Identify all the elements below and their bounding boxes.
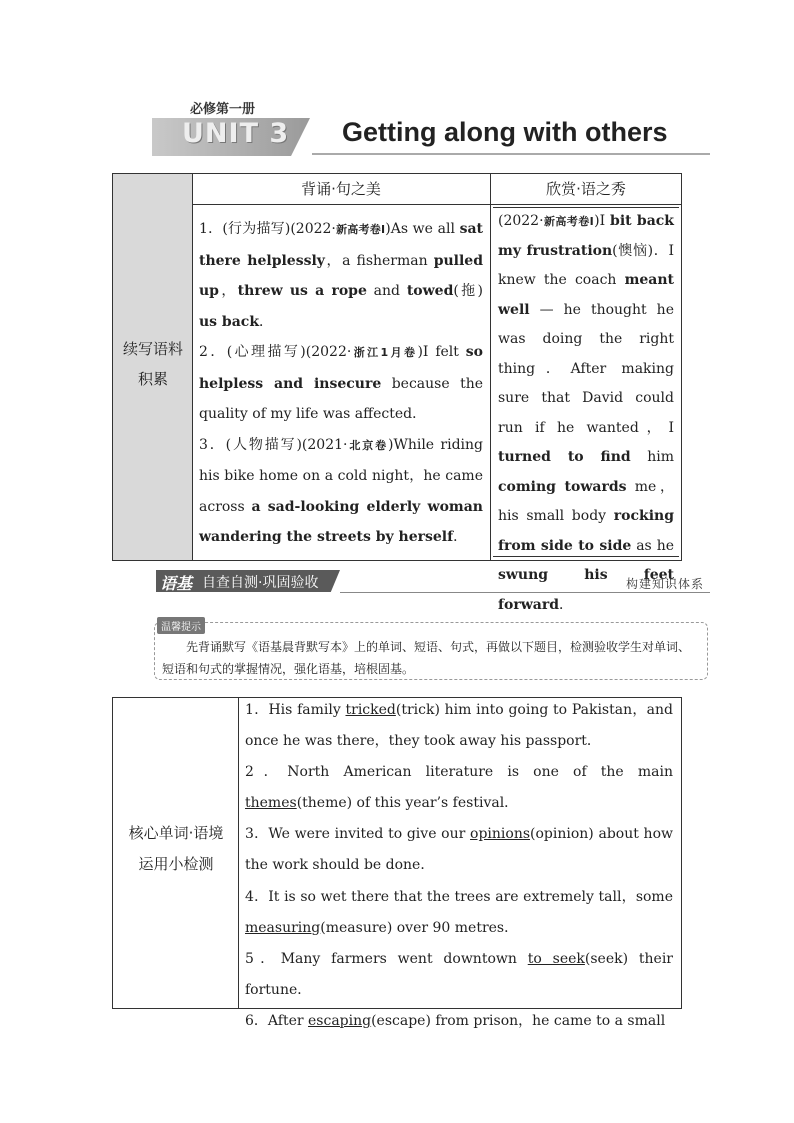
unit-title: Getting along with others (342, 117, 668, 147)
unit-label: UNIT 3 (182, 118, 290, 149)
answer: opinions (470, 826, 531, 843)
recite-sentences (199, 214, 483, 553)
header-rule (312, 153, 710, 155)
book-label: 必修第一册 (190, 102, 256, 117)
col2-header: 欣赏·语之秀 (491, 174, 681, 205)
row-label-line1: 核心单词·语境 (128, 824, 224, 842)
row-label-line1: 续写语料 (122, 340, 183, 358)
row-label (117, 334, 189, 394)
row-label (115, 818, 237, 880)
col1-header: 背诵·句之美 (192, 174, 490, 205)
row-label-cell (113, 174, 193, 560)
exercise-item: 3．We were invited to give our opinions(opinion) about how the work should be done． (245, 826, 673, 874)
exercise-item: 5．Many farmers went downtown to seek(seek) their fortune． (245, 950, 673, 998)
tip-label: 温馨提示 (157, 617, 205, 634)
section-tag: 语基 (160, 574, 193, 593)
exercise-item: 2．North American literature is one of the main themes(theme) of this year’s festival． (245, 764, 673, 812)
row-label-line2: 运用小检测 (138, 855, 214, 873)
appreciation-passage: (2022·新高考卷Ⅰ)I bit back my frustration(懊恼)．I knew the coach meant well — he thought he was doing the right thing．After making sure that David could run if he wanted，I turned to find him coming towards me，his small body rocking from side to side as he swung his feet forward． (498, 213, 675, 613)
vocab-check-table (112, 697, 682, 1029)
answer: escaping (308, 1012, 372, 1029)
section-title: 自查自测·巩固验收 (202, 575, 319, 591)
answer: themes (245, 795, 297, 812)
row-label-line2: 积累 (137, 370, 168, 388)
column-divider (238, 698, 239, 1008)
exercise-item: 1．His family tricked(trick) him into going to Pakistan，and once he was there，they took away his passport． (245, 702, 673, 750)
exercise-item: 6．After escaping(escape) from prison，he came to a small (245, 1012, 666, 1029)
sentence-item-2: 2．(心理描写)(2022·浙江1月卷)I felt so helpless and insecure because the quality of my life was affected． (199, 344, 484, 422)
section-rule (340, 592, 710, 593)
answer: to seek (527, 950, 585, 967)
answer: tricked (345, 702, 396, 718)
section-right-label: 构建知识体系 (625, 577, 704, 591)
exercise-list (245, 695, 673, 1037)
sentence-item-3: 3．(人物描写)(2021·北京卷)While riding his bike home on a cold night，he came across a sad-looking elderly woman wandering the streets by herself． (199, 436, 484, 545)
column-divider (490, 174, 491, 560)
sentence-item-1: 1．(行为描写)(2022·新高考卷Ⅰ)As we all sat there helplessly，a fisherman pulled up，threw us a rope and towed(拖) us back． (199, 221, 484, 330)
tip-text: 先背诵默写《语基晨背默写本》上的单词、短语、句式，再做以下题目，检测验收学生对单词、短语和句式的掌握情况，强化语基，培根固基。 (162, 640, 691, 676)
answer: measuring (245, 919, 321, 936)
exercise-item: 4．It is so wet there that the trees are extremely tall，some measuring(measure) over 90 metres． (245, 888, 673, 936)
